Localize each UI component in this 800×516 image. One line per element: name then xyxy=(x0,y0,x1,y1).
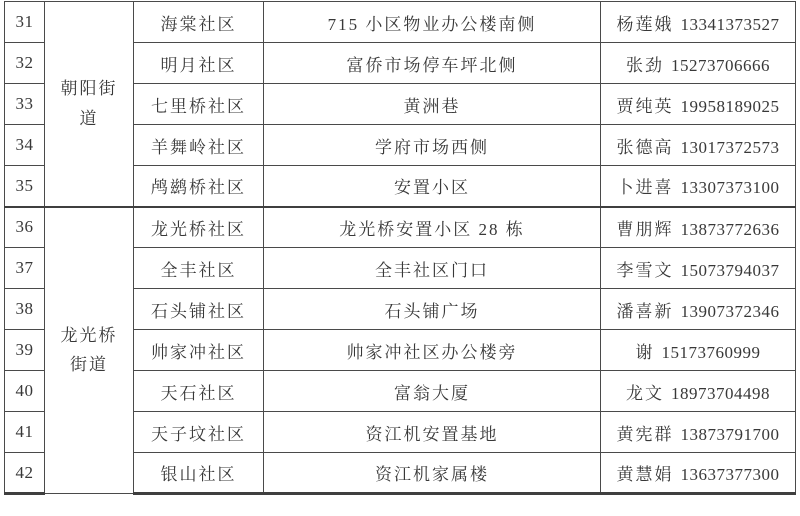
contact-phone: 15273706666 xyxy=(671,55,770,75)
table-row xyxy=(5,2,796,43)
row-number: 40 xyxy=(5,371,45,412)
contact-cell xyxy=(601,125,796,166)
row-number: 42 xyxy=(5,453,45,494)
community-cell: 银山社区 xyxy=(134,453,264,494)
row-number: 33 xyxy=(5,84,45,125)
contact-phone: 13873791700 xyxy=(680,424,780,444)
row-number: 41 xyxy=(5,412,45,453)
row-number: 34 xyxy=(5,125,45,166)
contact-phone: 19958189025 xyxy=(680,96,780,116)
community-cell: 天石社区 xyxy=(134,371,264,412)
contact-name: 龙文 xyxy=(626,383,664,403)
contact-phone: 15073794037 xyxy=(680,260,780,280)
community-cell: 鸬鹚桥社区 xyxy=(134,166,264,207)
community-cell: 羊舞岭社区 xyxy=(134,125,264,166)
street-cell xyxy=(45,207,134,494)
table-row xyxy=(5,207,796,248)
street-label: 龙光桥街道 xyxy=(60,325,118,375)
contact-cell xyxy=(601,2,796,43)
location-cell: 学府市场西侧 xyxy=(264,125,601,166)
contact-phone: 13907372346 xyxy=(680,301,780,321)
contact-phone: 13017372573 xyxy=(680,137,780,157)
contact-name: 黄宪群 xyxy=(616,424,674,444)
contact-name: 张德高 xyxy=(616,137,674,157)
location-cell: 富侨市场停车坪北侧 xyxy=(264,43,601,84)
contact-phone: 13341373527 xyxy=(680,14,780,34)
contact-cell xyxy=(601,248,796,289)
location-cell: 龙光桥安置小区 28 栋 xyxy=(264,207,601,248)
contact-name: 张劲 xyxy=(626,55,664,75)
contact-cell xyxy=(601,166,796,207)
community-cell: 天子坟社区 xyxy=(134,412,264,453)
contact-name: 黄慧娟 xyxy=(616,465,674,484)
contact-cell xyxy=(601,289,796,330)
contact-cell xyxy=(601,43,796,84)
community-cell: 七里桥社区 xyxy=(134,84,264,125)
row-number: 37 xyxy=(5,248,45,289)
contact-cell xyxy=(601,84,796,125)
contact-phone: 15173760999 xyxy=(661,342,761,362)
location-cell: 全丰社区门口 xyxy=(264,248,601,289)
contact-phone: 13873772636 xyxy=(680,219,780,239)
location-cell: 资江机安置基地 xyxy=(264,412,601,453)
community-contact-table-wrapper xyxy=(4,1,796,495)
contact-cell xyxy=(601,207,796,248)
community-cell: 全丰社区 xyxy=(134,248,264,289)
row-number: 32 xyxy=(5,43,45,84)
contact-name: 李雪文 xyxy=(616,260,674,280)
contact-name: 杨莲娥 xyxy=(616,14,674,34)
street-label: 朝阳街道 xyxy=(60,79,118,128)
location-cell: 资江机家属楼 xyxy=(264,453,601,494)
contact-cell xyxy=(601,330,796,371)
contact-name: 贾纯英 xyxy=(616,96,674,116)
location-cell: 715 小区物业办公楼南侧 xyxy=(264,2,601,43)
contact-phone: 13637377300 xyxy=(680,465,780,484)
location-cell: 石头铺广场 xyxy=(264,289,601,330)
contact-name: 曹朋辉 xyxy=(616,219,674,239)
row-number: 38 xyxy=(5,289,45,330)
location-cell: 富翁大厦 xyxy=(264,371,601,412)
community-contact-table xyxy=(4,1,796,495)
community-cell: 海棠社区 xyxy=(134,2,264,43)
row-number: 39 xyxy=(5,330,45,371)
street-cell xyxy=(45,2,134,207)
contact-name: 潘喜新 xyxy=(616,301,674,321)
location-cell: 黄洲巷 xyxy=(264,84,601,125)
row-number: 35 xyxy=(5,166,45,207)
community-cell: 石头铺社区 xyxy=(134,289,264,330)
community-cell: 明月社区 xyxy=(134,43,264,84)
community-cell: 帅家冲社区 xyxy=(134,330,264,371)
contact-name: 谢 xyxy=(635,342,655,362)
contact-cell xyxy=(601,371,796,412)
contact-cell xyxy=(601,412,796,453)
community-cell: 龙光桥社区 xyxy=(134,207,264,248)
contact-phone: 13307373100 xyxy=(680,178,780,198)
row-number: 31 xyxy=(5,2,45,43)
location-cell: 帅家冲社区办公楼旁 xyxy=(264,330,601,371)
location-cell: 安置小区 xyxy=(264,166,601,207)
contact-name: 卜进喜 xyxy=(616,178,674,198)
row-number: 36 xyxy=(5,207,45,248)
contact-cell xyxy=(601,453,796,494)
contact-phone: 18973704498 xyxy=(671,383,770,403)
